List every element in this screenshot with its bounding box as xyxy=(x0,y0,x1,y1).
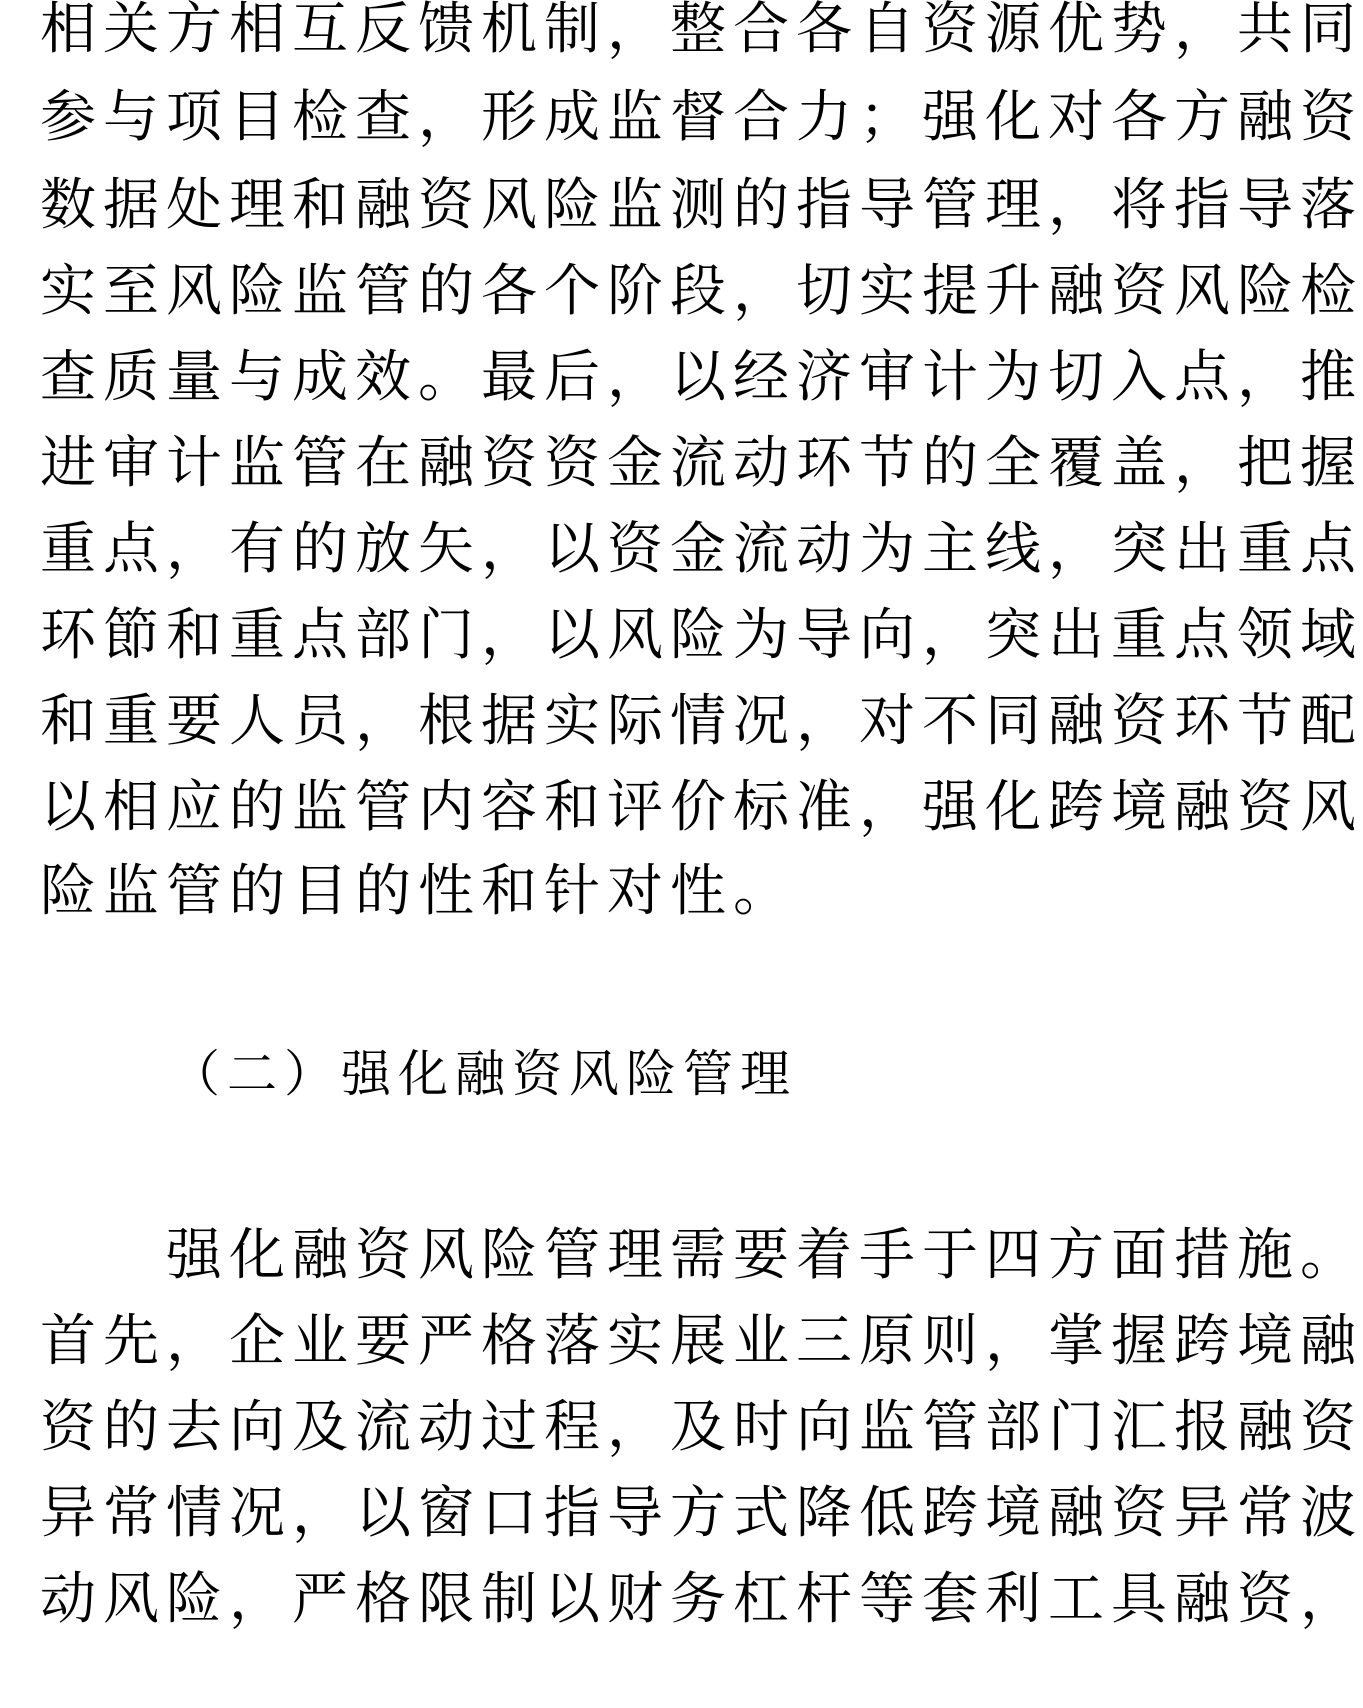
paragraph-line: 查质量与成效。最后，以经济审计为切入点，推 xyxy=(40,345,1363,410)
paragraph-line: 相关方相互反馈机制，整合各自资源优势，共同 xyxy=(40,0,1363,62)
paragraph-line: 动风险，严格限制以财务杠杆等套利工具融资， xyxy=(40,1567,1363,1632)
paragraph-line: 实至风险监管的各个阶段，切实提升融资风险检 xyxy=(40,259,1363,324)
paragraph-line: 异常情况，以窗口指导方式降低跨境融资异常波 xyxy=(40,1481,1363,1546)
paragraph-line: 和重要人员，根据实际情况，对不同融资环节配 xyxy=(40,689,1363,754)
paragraph-line: 以相应的监管内容和评价标准，强化跨境融资风 xyxy=(40,775,1363,840)
paragraph-line: 环節和重点部门，以风险为导向，突出重点领域 xyxy=(40,603,1363,668)
paragraph-line: 险监管的目的性和针对性。 xyxy=(40,859,796,924)
paragraph-line: 进审计监管在融资资金流动环节的全覆盖，把握 xyxy=(40,431,1363,496)
paragraph-line: 强化融资风险管理需要着手于四方面措施。 xyxy=(40,1223,1363,1288)
paragraph-line: 参与项目检查，形成监督合力；强化对各方融资 xyxy=(40,85,1363,150)
paragraph-line: 数据处理和融资风险监测的指导管理，将指导落 xyxy=(40,173,1363,238)
paragraph-line: 资的去向及流动过程，及时向监管部门汇报融资 xyxy=(40,1395,1363,1460)
paragraph-line: 首先，企业要严格落实展业三原则，掌握跨境融 xyxy=(40,1309,1363,1374)
paragraph-line: 重点，有的放矢，以资金流动为主线，突出重点 xyxy=(40,517,1363,582)
section-heading: （二）强化融资风险管理 xyxy=(170,1045,797,1103)
